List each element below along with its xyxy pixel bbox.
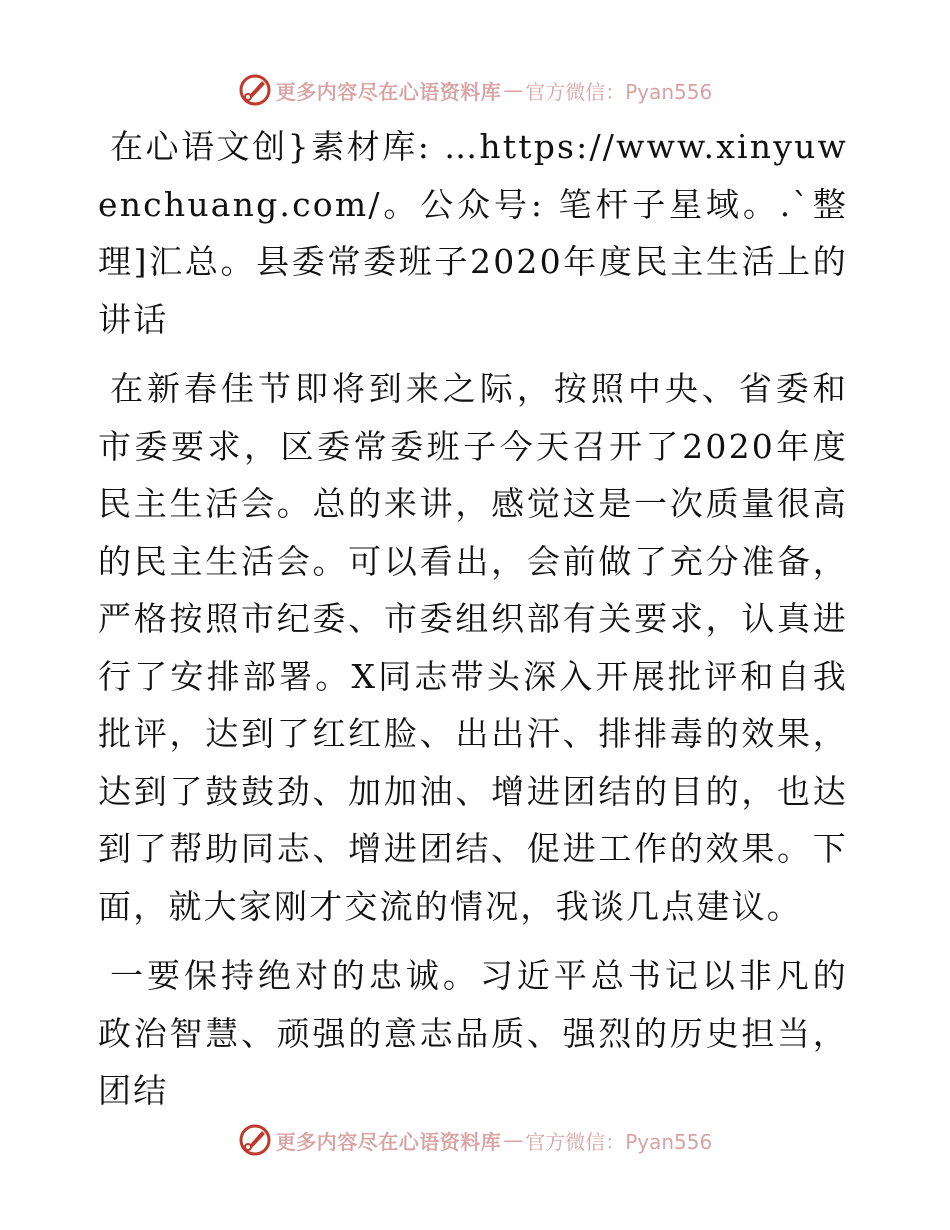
watermark-wechat-text: 官方微信：Pyan556 [525, 79, 713, 104]
watermark-main-text: 更多内容尽在心语资料库 [275, 1129, 502, 1154]
quill-seal-icon [238, 73, 272, 107]
footer-watermark [0, 1120, 950, 1160]
watermark-main-text: 更多内容尽在心语资料库 [275, 79, 502, 104]
body-paragraph: 在新春佳节即将到来之际，按照中央、省委和市委要求，区委常委班子今天召开了2020年度民主生活会。总的来讲，感觉这是一次质量很高的民主生活会。可以看出，会前做了充分准备，严格按照市纪委、市委组织部有关要求，认真进行了安排部署。X同志带头深入开展批评和自我批评，达到了红红脸、出出汗、排排毒的效果，达到了鼓鼓劲、加加油、增进团结的目的，也达到了帮助同志、增进团结、促进工作的效果。下面，就大家刚才交流的情况，我谈几点建议。 [98, 369, 848, 926]
watermark-dash: — [503, 1128, 524, 1152]
quill-seal-icon [238, 1123, 272, 1157]
document-body [98, 118, 848, 1132]
header-watermark [0, 70, 950, 110]
body-paragraph: 一要保持绝对的忠诚。习近平总书记以非凡的政治智慧、顽强的意志品质、强烈的历史担当，团结 [98, 956, 848, 1110]
watermark-dash: — [503, 78, 524, 102]
watermark-wechat-text: 官方微信：Pyan556 [525, 1129, 713, 1154]
title-paragraph: 在心语文创}素材库: …https://www.xinyuwenchuang.com/。公众号: 笔杆子星域。.`整理]汇总。县委常委班子2020年度民主生活上的讲话 [98, 127, 848, 339]
